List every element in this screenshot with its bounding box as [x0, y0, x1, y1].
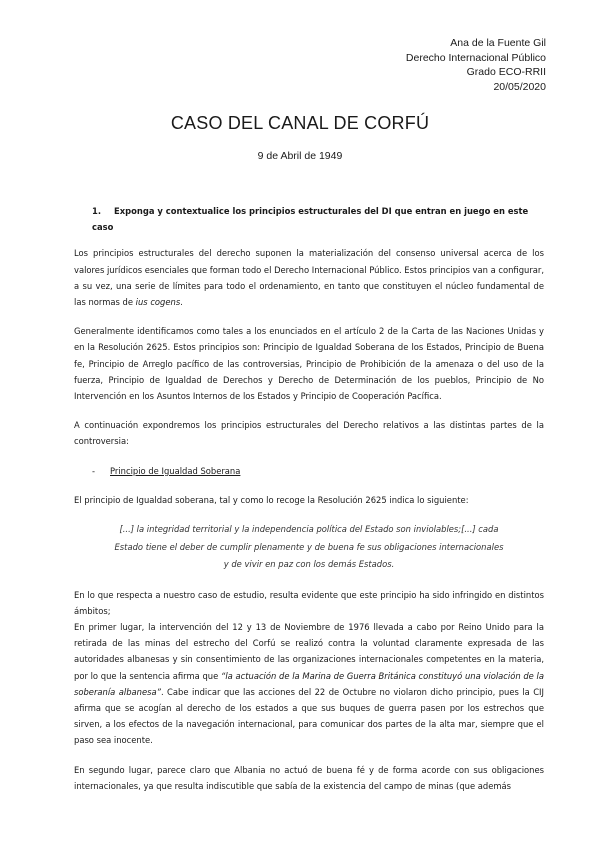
paragraph-1-text: Los principios estructurales del derecho suponen la materialización del consenso universal acerca de los valores jurídicos esenciales que forman todo el Derecho Internacional Público. Estos principios van a configurar, a su vez, una serie de límites para todo el ordenamiento, en tanto que constituyen el núcleo fundamental de las normas de	[74, 248, 544, 308]
ius-cogens-term: ius cogens	[135, 297, 181, 308]
section-heading-text: Exponga y contextualice los principios estructurales del DI que entran en juego en este caso	[92, 206, 529, 233]
quote-line-3: y de vivir en paz con los demás Estados.	[223, 559, 395, 570]
paragraph-6-quote: “la actuación de la Marina de Guerra Británica constituyó una violación de la soberanía albanesa”	[74, 670, 544, 697]
subject-name: Derecho Internacional Público	[405, 51, 546, 64]
block-quote	[74, 521, 544, 574]
author-name: Ana de la Fuente Gil	[450, 37, 546, 49]
bullet-item	[92, 463, 544, 479]
paragraph-6-end: . Cabe indicar que las acciones del 22 de Octubre no violaron dicho principio, pues la CIJ afirma que se acogían al derecho de los estados a que sus buques de guerra pasen por los estrechos que sirven, a los efectos de la navegación internacional, para comunicar dos partes de la alta mar, siempre que el paso sea inocente.	[74, 686, 544, 746]
paragraph-6	[74, 619, 544, 749]
paragraph-1-end: .	[180, 297, 183, 308]
paragraph-2: Generalmente identificamos como tales a los enunciados en el artículo 2 de la Carta de las Naciones Unidas y en la Resolución 2625. Estos principios son: Principio de Igualdad Soberana de los Estados, Principio de Buena fe, Principio de Arreglo pacífico de las controversias, Principio de Prohibición de la amenaza o del uso de la fuerza, Principio de Igualdad de Derechos y Derecho de Determinación de los pueblos, Principio de No Intervención en los Asuntos Internos de los Estados y Principio de Cooperación Pacífica.	[74, 326, 544, 402]
section-heading	[74, 203, 544, 235]
quote-line-2: Estado tiene el deber de cumplir plenamente y de buena fe sus obligaciones internacionales	[114, 541, 504, 552]
paragraph-7: En segundo lugar, parece claro que Albania no actuó de buena fé y de forma acorde con sus obligaciones internacionales, ya que resulta indiscutible que sabía de la existencia del campo de minas (que además	[74, 764, 544, 791]
paragraph-4: El principio de Igualdad soberana, tal y como lo recoge la Resolución 2625 indica lo siguiente:	[74, 494, 469, 505]
quote-line-1: [...] la integridad territorial y la independencia política del Estado son inviolables;[...] cada	[119, 524, 499, 535]
author-header	[406, 36, 546, 94]
case-date: 9 de Abril de 1949	[257, 150, 343, 162]
document-body	[74, 203, 544, 807]
paragraph-5: En lo que respecta a nuestro caso de estudio, resulta evidente que este principio ha sido infringido en distintos ámbitos;	[74, 589, 544, 616]
bullet-label: Principio de Igualdad Soberana	[110, 465, 241, 476]
document-date: 20/05/2020	[493, 80, 546, 93]
section-number: 1.	[92, 206, 102, 216]
paragraph-1	[74, 245, 544, 310]
bullet-dash: -	[92, 465, 96, 476]
paragraph-6-start: En primer lugar, la intervención del 12 y 13 de Noviembre de 1976 llevada a cabo por Reino Unido para la retirada de las minas del estrecho del Corfú se realizó contra la voluntad claramente expresada de las autoridades albanesas y sin consentimiento de las organizaciones internacionales competentes en la materia, por lo que la sentencia afirma que	[74, 621, 544, 681]
degree-name: Grado ECO-RRII	[466, 66, 546, 78]
paragraph-3: A continuación expondremos los principios estructurales del Derecho relativos a las distintas partes de la controversia:	[74, 420, 544, 447]
document-title: CASO DEL CANAL DE CORFÚ	[170, 113, 430, 133]
